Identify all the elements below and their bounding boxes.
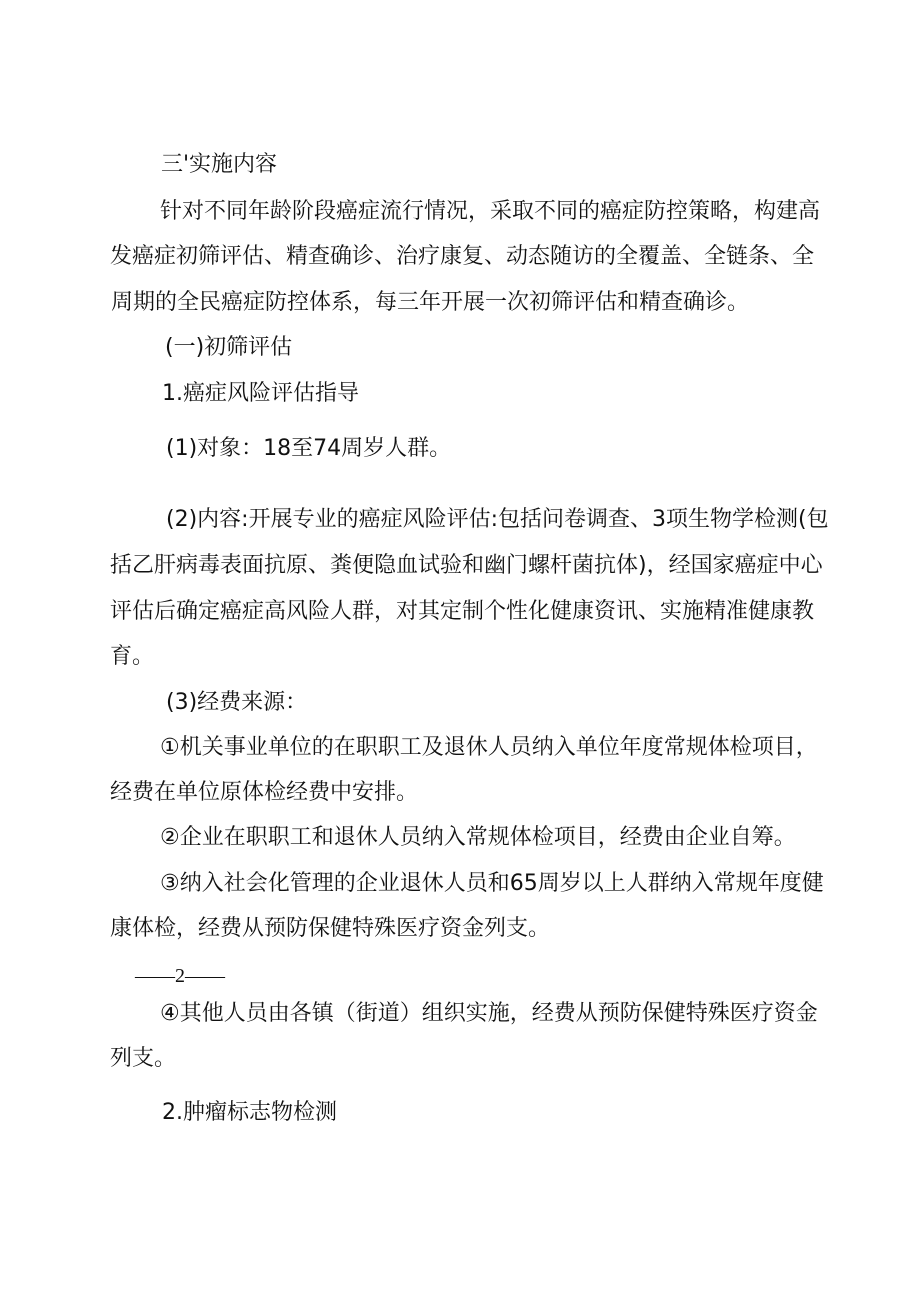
page-number-footer: ——2—— [135,965,225,987]
funding-item-3-line-1: ③纳入社会化管理的企业退休人员和65周岁以上人群纳入常规年度健 [160,871,824,896]
funding-item-1-line-2: 经费在单位原体检经费中安排。 [110,780,419,805]
content-line-1: (2)内容:开展专业的癌症风险评估:包括问卷调查、3项生物学检测(包 [166,507,829,532]
target-population-line: (1)对象：18至74周岁人群。 [166,436,452,461]
intro-line-2: 发癌症初筛评估、精查确诊、治疗康复、动态随访的全覆盖、全链条、全 [110,244,815,269]
funding-item-4-line-1: ④其他人员由各镇（街道）组织实施，经费从预防保健特殊医疗资金 [160,1001,818,1026]
intro-line-3: 周期的全民癌症防控体系，每三年开展一次初筛评估和精查确诊。 [111,290,750,315]
funding-item-3-line-2: 康体检，经费从预防保健特殊医疗资金列支。 [110,916,551,941]
intro-line-1: 针对不同年龄阶段癌症流行情况，采取不同的癌症防控策略，构建高 [160,199,821,224]
funding-item-4-line-2: 列支。 [110,1046,177,1071]
subsection-title-initial-screening: (一)初筛评估 [165,335,293,360]
section-three-heading: 三'实施内容 [161,152,278,177]
content-line-3: 评估后确定癌症高风险人群，对其定制个性化健康资讯、实施精准健康教 [110,599,815,624]
item-title-risk-assessment: 1.癌症风险评估指导 [162,381,359,406]
content-line-4: 育。 [110,644,155,669]
funding-title: (3)经费来源： [166,690,308,715]
funding-item-1-line-1: ①机关事业单位的在职职工及退休人员纳入单位年度常规体检项目， [160,735,818,760]
content-line-2: 括乙肝病毒表面抗原、粪便隐血试验和幽门螺杆菌抗体)，经国家癌症中心 [110,553,823,578]
item-title-tumor-marker-test: 2.肿瘤标志物检测 [162,1100,337,1125]
funding-item-2: ②企业在职职工和退休人员纳入常规体检项目，经费由企业自筹。 [160,825,796,850]
